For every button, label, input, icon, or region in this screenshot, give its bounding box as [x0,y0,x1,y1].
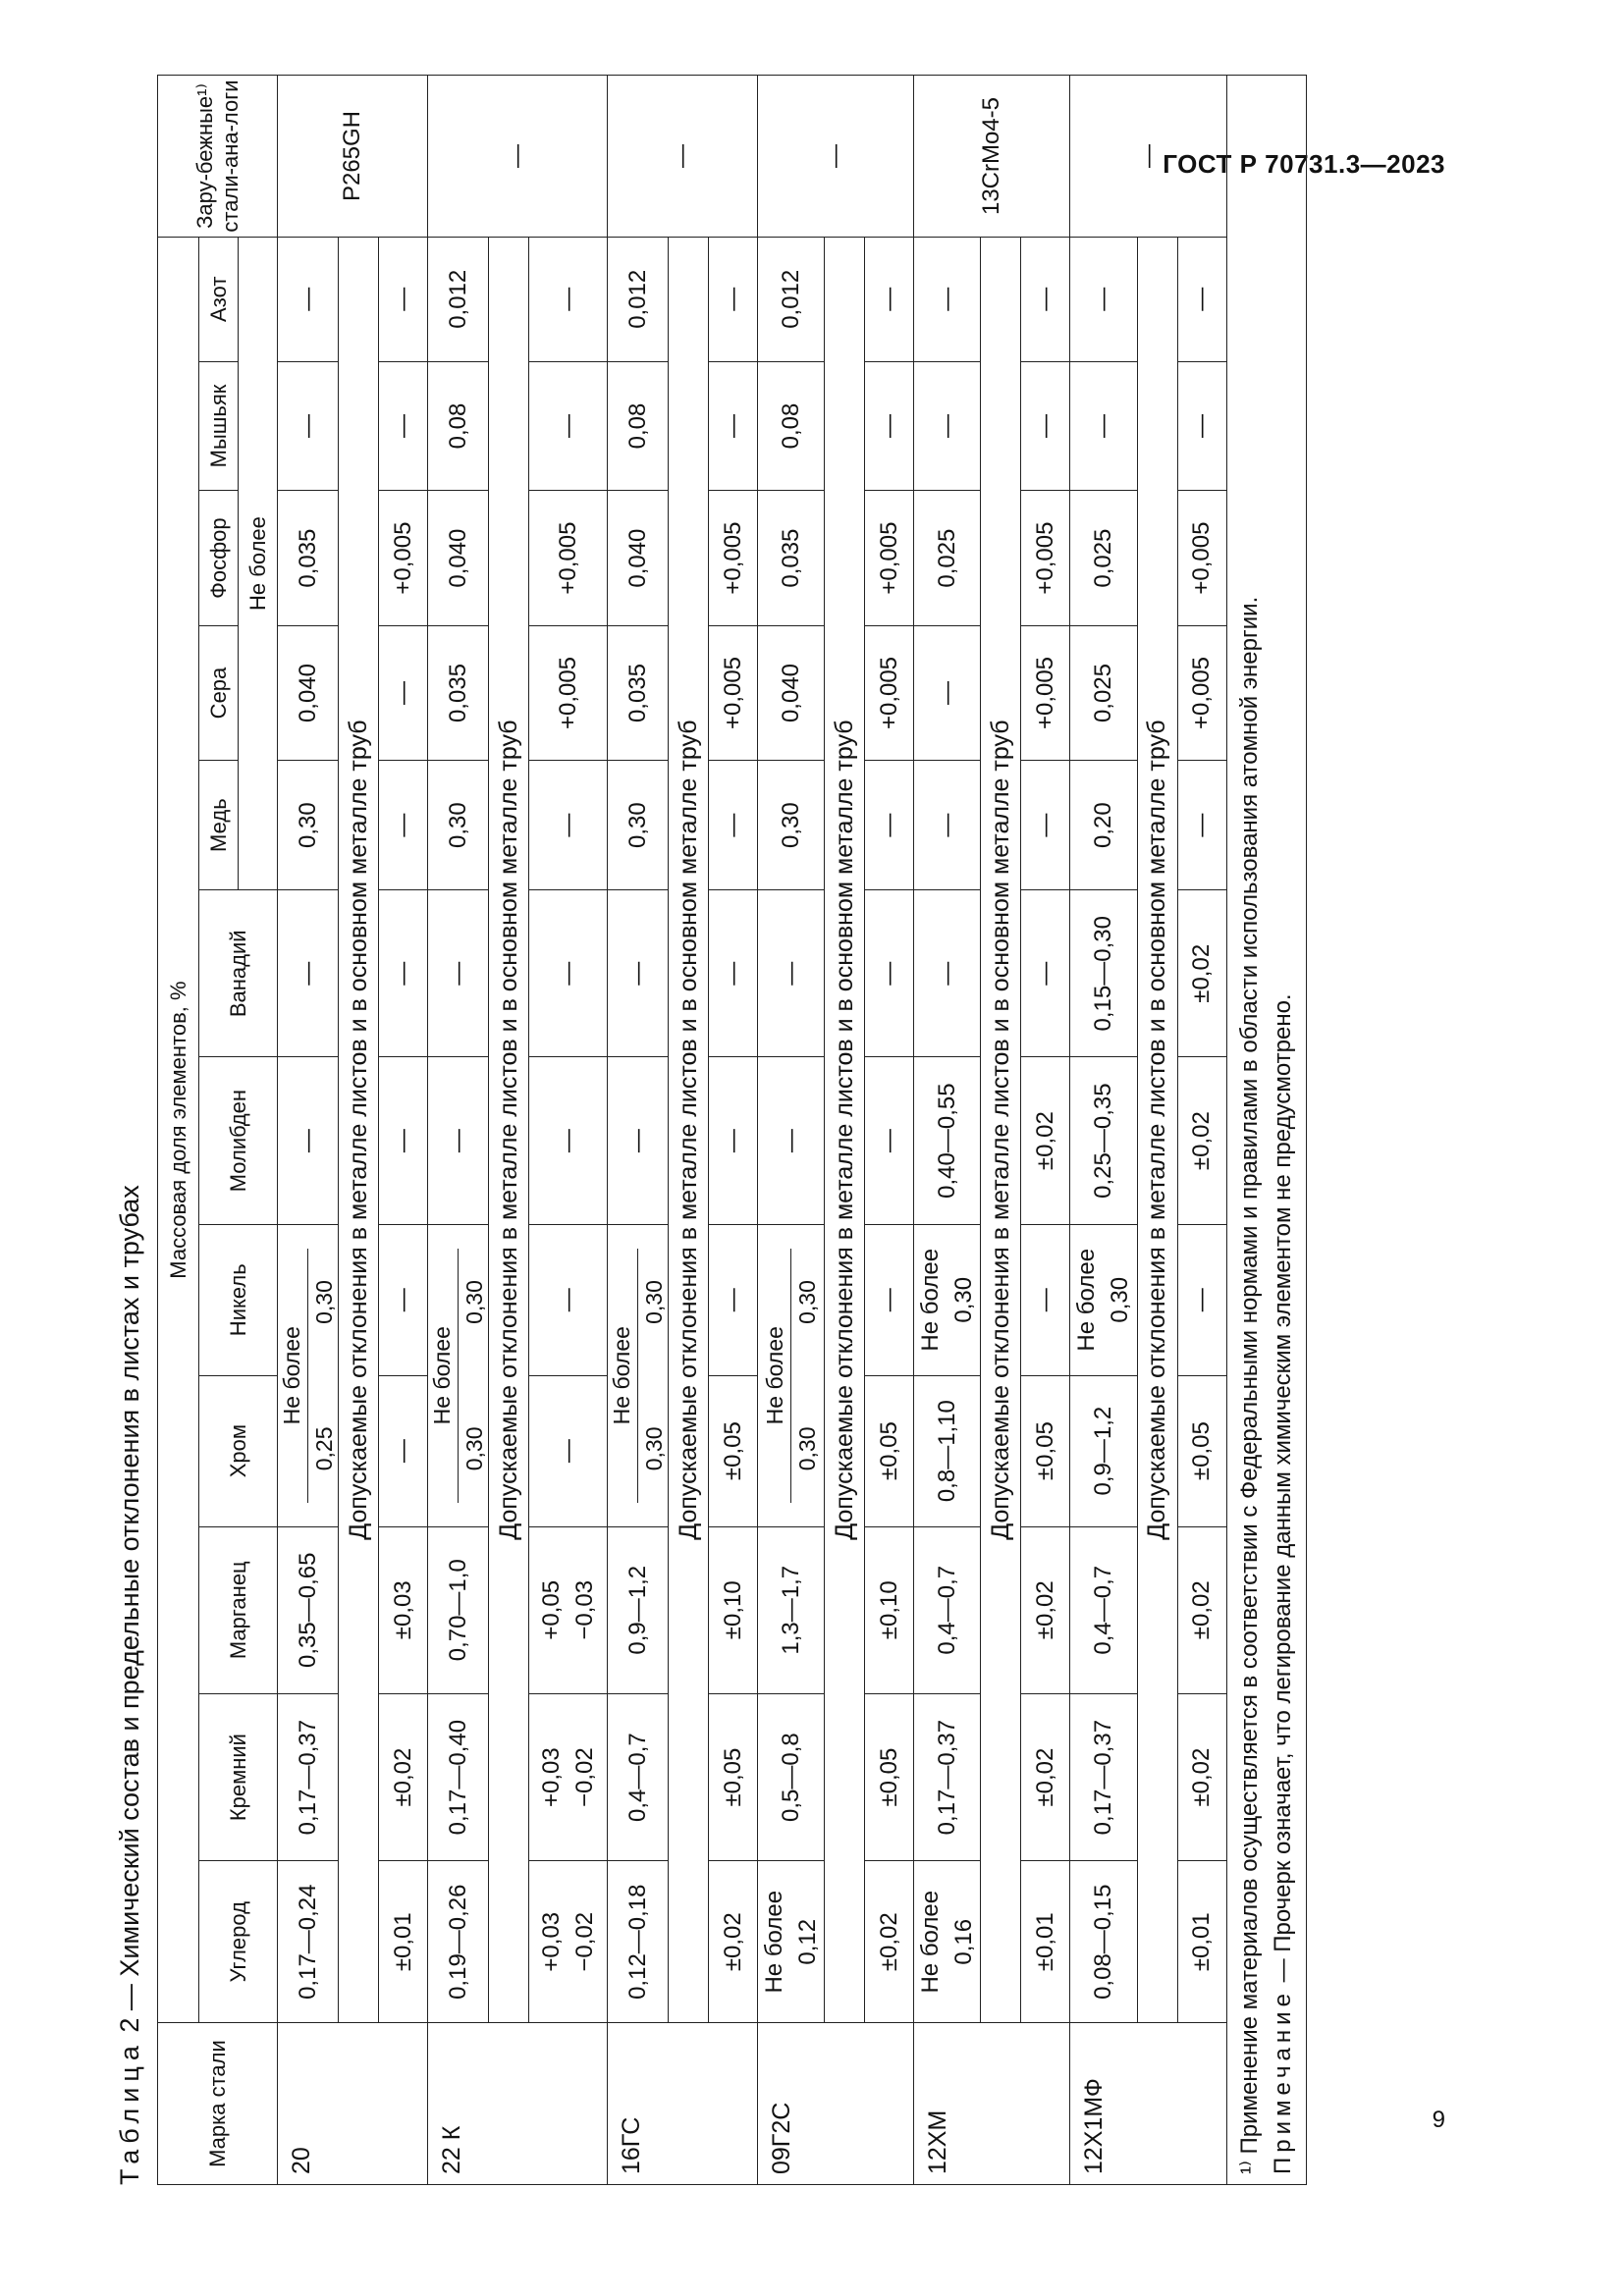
copper-deviation: — [709,761,758,890]
footnote: ¹⁾ Применение материалов осуществляется в соответствии с Федеральными нормами и правилами в области использования атомной энергии. [1235,596,1263,2174]
phosphorus-deviation: +0,005 [529,491,608,625]
grade-cell: 12Х1МФ [1070,2023,1226,2185]
carbon-deviation: ±0,02 [865,1861,914,2023]
chromium-value: 0,9—1,2 [1070,1375,1137,1526]
silicon-value: 0,17—0,37 [1070,1693,1137,1860]
nickel-deviation: — [709,1224,758,1375]
vanadium-deviation: — [529,890,608,1057]
phosphorus-deviation: +0,005 [865,491,914,625]
analog-cell: — [428,76,608,238]
sulfur-value: 0,025 [1070,625,1137,760]
copper-value: 0,30 [608,761,669,890]
table-row [758,76,825,2185]
table-caption-prefix: Таблица [115,2040,144,2185]
analog-cell: 13CrMo4-5 [914,76,1070,238]
sulfur-value: 0,035 [428,625,489,760]
analog-cell: P265GH [278,76,428,238]
phosphorus-deviation: +0,005 [1021,491,1070,625]
deviation-title: Допускаемые отклонения в металле листов и в основном металле труб [981,238,1021,2023]
nitrogen-deviation: — [865,238,914,362]
no-more-label: Не более [609,1249,638,1503]
chromium-deviation: — [379,1375,428,1526]
phosphorus-value: 0,025 [1070,491,1137,625]
sulfur-deviation: +0,005 [1021,625,1070,760]
nitrogen-deviation: — [529,238,608,362]
carbon-limit-label: Не более [761,1890,787,1994]
grade-cell: 09Г2С [758,2023,914,2185]
no-more-label: Не более [279,1249,308,1503]
copper-deviation: — [865,761,914,890]
sulfur-value: 0,035 [608,625,669,760]
no-more-label: Не более [762,1249,791,1503]
molybdenum-value: — [608,1057,669,1224]
chromium-value: 0,30 [641,1426,667,1471]
arsenic-deviation: — [379,361,428,491]
nickel-limit-value: 0,30 [1106,1276,1133,1323]
arsenic-value: 0,08 [608,361,669,491]
table-row [428,76,489,2185]
header-grade: Марка стали [158,2023,278,2185]
nitrogen-value: 0,012 [428,238,489,362]
silicon-value: 0,17—0,37 [914,1693,981,1860]
nickel-deviation: — [1177,1224,1226,1375]
silicon-deviation [529,1693,608,1860]
phosphorus-value: 0,035 [278,491,339,625]
chromium-value: 0,25 [311,1426,337,1471]
sulfur-value: — [914,625,981,760]
header-molybdenum: Молибден [199,1057,278,1224]
silicon-deviation: ±0,02 [379,1693,428,1860]
nickel-value: 0,30 [461,1280,487,1324]
vanadium-value: — [428,890,489,1057]
header-arsenic: Мышьяк [199,361,239,491]
copper-value: — [914,761,981,890]
manganese-deviation: ±0,02 [1021,1526,1070,1693]
nickel-deviation: — [379,1224,428,1375]
phosphorus-value: 0,025 [914,491,981,625]
sulfur-value: 0,040 [278,625,339,760]
carbon-limit-value: 0,12 [793,1918,821,1965]
analog-cell: — [608,76,758,238]
table-caption-text: 2 — Химический состав и предельные отклонения в листах и трубах [115,1185,144,2033]
deviation-title: Допускаемые отклонения в металле листов и в основном металле труб [339,238,379,2023]
nickel-deviation: — [865,1224,914,1375]
arsenic-deviation: — [529,361,608,491]
carbon-deviation: ±0,02 [709,1861,758,2023]
nickel-limit-label: Не более [917,1248,945,1352]
silicon-deviation: ±0,05 [865,1693,914,1860]
manganese-value: 0,35—0,65 [278,1526,339,1693]
carbon-deviation: ±0,01 [379,1861,428,2023]
phosphorus-deviation: +0,005 [379,491,428,625]
sulfur-deviation: +0,005 [709,625,758,760]
carbon-deviation [529,1861,608,2023]
molybdenum-deviation: ±0,02 [1021,1057,1070,1224]
silicon-deviation-plus: +0,03 [537,1747,565,1807]
nitrogen-deviation: — [1021,238,1070,362]
vanadium-deviation: — [709,890,758,1057]
header-nitrogen: Азот [199,238,239,362]
carbon-value [914,1861,981,2023]
no-more-cell [758,1224,825,1526]
chromium-deviation: ±0,05 [1177,1375,1226,1526]
nickel-value [1070,1224,1137,1375]
manganese-deviation: ±0,10 [709,1526,758,1693]
carbon-limit-value: 0,16 [949,1918,977,1965]
sulfur-value: 0,040 [758,625,825,760]
header-phosphorus: Фосфор [199,491,239,625]
carbon-value: 0,12—0,18 [608,1861,669,2023]
header-carbon: Углерод [199,1861,278,2023]
copper-deviation: — [1021,761,1070,890]
no-more-cell [428,1224,489,1526]
nitrogen-deviation: — [379,238,428,362]
header-no-more: Не более [239,238,278,890]
sulfur-deviation: — [379,625,428,760]
carbon-deviation: ±0,01 [1021,1861,1070,2023]
nitrogen-value: 0,012 [758,238,825,362]
manganese-deviation: ±0,02 [1177,1526,1226,1693]
vanadium-value: 0,15—0,30 [1070,890,1137,1057]
manganese-value: 0,70—1,0 [428,1526,489,1693]
nitrogen-deviation: — [1177,238,1226,362]
nickel-value: 0,30 [311,1280,337,1324]
arsenic-deviation: — [1021,361,1070,491]
carbon-deviation-minus: −0,02 [570,1911,598,1972]
phosphorus-deviation: +0,005 [709,491,758,625]
molybdenum-deviation: — [709,1057,758,1224]
manganese-deviation-minus: −0,03 [570,1579,598,1640]
molybdenum-value: 0,40—0,55 [914,1057,981,1224]
chromium-value: 0,8—1,10 [914,1375,981,1526]
header-foreign-analogs: Зару-бежные¹⁾ стали-ана-логи [158,76,278,238]
vanadium-deviation: — [1021,890,1070,1057]
deviation-row [1177,76,1226,2185]
deviation-row [709,76,758,2185]
table-notes [1226,76,1306,2185]
deviation-row [1021,76,1070,2185]
silicon-value: 0,17—0,37 [278,1693,339,1860]
header-chromium: Хром [199,1375,278,1526]
sulfur-deviation: +0,005 [1177,625,1226,760]
header-sulfur: Сера [199,625,239,760]
table-row [278,76,339,2185]
chromium-deviation: — [529,1375,608,1526]
no-more-label: Не более [429,1249,459,1503]
deviation-row [865,76,914,2185]
chemical-composition-table [157,75,1307,2185]
molybdenum-value: 0,25—0,35 [1070,1057,1137,1224]
table-row [608,76,669,2185]
chromium-deviation: ±0,05 [865,1375,914,1526]
note-text: — Прочерк означает, что легирование данным химическим элементом не предусмотрено. [1269,993,1296,1983]
header-copper: Медь [199,761,239,890]
nickel-value: 0,30 [794,1280,821,1324]
no-more-cell [608,1224,669,1526]
silicon-value: 0,17—0,40 [428,1693,489,1860]
silicon-value: 0,4—0,7 [608,1693,669,1860]
molybdenum-deviation: ±0,02 [1177,1057,1226,1224]
nickel-value [914,1224,981,1375]
manganese-deviation-plus: +0,05 [537,1579,565,1640]
copper-value: 0,30 [428,761,489,890]
table-row [914,76,981,2185]
arsenic-deviation: — [1177,361,1226,491]
molybdenum-deviation: — [379,1057,428,1224]
arsenic-value: — [1070,361,1137,491]
table-row [1070,76,1137,2185]
silicon-deviation-minus: −0,02 [570,1747,598,1807]
nitrogen-value: 0,012 [608,238,669,362]
phosphorus-deviation: +0,005 [1177,491,1226,625]
nickel-limit-value: 0,30 [949,1276,977,1323]
nitrogen-deviation: — [709,238,758,362]
note [1267,85,1300,2174]
arsenic-value: — [278,361,339,491]
phosphorus-value: 0,040 [428,491,489,625]
sulfur-deviation: +0,005 [865,625,914,760]
phosphorus-value: 0,035 [758,491,825,625]
header-nickel: Никель [199,1224,278,1375]
header-silicon: Кремний [199,1693,278,1860]
deviation-title: Допускаемые отклонения в металле листов и в основном металле труб [825,238,865,2023]
copper-deviation: — [529,761,608,890]
grade-cell: 20 [278,2023,428,2185]
manganese-deviation: ±0,10 [865,1526,914,1693]
vanadium-value: — [608,890,669,1057]
manganese-value: 0,4—0,7 [1070,1526,1137,1693]
deviation-title: Допускаемые отклонения в металле листов и в основном металле труб [1137,238,1177,2023]
arsenic-deviation: — [865,361,914,491]
arsenic-value: — [914,361,981,491]
deviation-title: Допускаемые отклонения в металле листов и в основном металле труб [669,238,709,2023]
grade-cell: 16ГС [608,2023,758,2185]
arsenic-value: 0,08 [758,361,825,491]
chromium-value: 0,30 [461,1426,487,1471]
grade-cell: 22 К [428,2023,608,2185]
copper-value: 0,30 [758,761,825,890]
silicon-value: 0,5—0,8 [758,1693,825,1860]
vanadium-value: — [914,890,981,1057]
note-label: Примечание [1269,1989,1296,2174]
nitrogen-value: — [1070,238,1137,362]
vanadium-value: — [278,890,339,1057]
silicon-deviation: ±0,02 [1177,1693,1226,1860]
header-vanadium: Ванадий [199,890,278,1057]
nickel-value: 0,30 [641,1280,667,1324]
vanadium-value: — [758,890,825,1057]
copper-deviation: — [1177,761,1226,890]
carbon-deviation-plus: +0,03 [537,1911,565,1972]
page-number: 9 [1432,2107,1445,2133]
manganese-value: 0,9—1,2 [608,1526,669,1693]
carbon-value: 0,17—0,24 [278,1861,339,2023]
chromium-value: 0,30 [794,1426,821,1471]
carbon-value [758,1861,825,2023]
nitrogen-value: — [278,238,339,362]
nickel-deviation: — [529,1224,608,1375]
phosphorus-value: 0,040 [608,491,669,625]
nitrogen-value: — [914,238,981,362]
vanadium-deviation: ±0,02 [1177,890,1226,1057]
deviation-title: Допускаемые отклонения в металле листов и в основном металле труб [489,238,529,2023]
arsenic-deviation: — [709,361,758,491]
carbon-value: 0,08—0,15 [1070,1861,1137,2023]
manganese-deviation [529,1526,608,1693]
manganese-deviation: ±0,03 [379,1526,428,1693]
molybdenum-deviation: — [865,1057,914,1224]
sulfur-deviation: +0,005 [529,625,608,760]
copper-deviation: — [379,761,428,890]
no-more-cell [278,1224,339,1526]
chromium-deviation: ±0,05 [709,1375,758,1526]
rotated-table-area [110,75,1426,2185]
arsenic-value: 0,08 [428,361,489,491]
header-mass-fraction: Массовая доля элементов, % [158,238,199,2023]
deviation-row [529,76,608,2185]
vanadium-deviation: — [865,890,914,1057]
carbon-limit-label: Не более [917,1890,945,1994]
header-manganese: Марганец [199,1526,278,1693]
silicon-deviation: ±0,02 [1021,1693,1070,1860]
copper-value: 0,20 [1070,761,1137,890]
grade-cell: 12ХМ [914,2023,1070,2185]
deviation-row [379,76,428,2185]
nickel-deviation: — [1021,1224,1070,1375]
carbon-value: 0,19—0,26 [428,1861,489,2023]
molybdenum-value: — [428,1057,489,1224]
molybdenum-value: — [278,1057,339,1224]
molybdenum-value: — [758,1057,825,1224]
molybdenum-deviation: — [529,1057,608,1224]
manganese-value: 1,3—1,7 [758,1526,825,1693]
table-caption [110,1185,149,2185]
silicon-deviation: ±0,05 [709,1693,758,1860]
analog-cell: — [1070,76,1226,238]
copper-value: 0,30 [278,761,339,890]
vanadium-deviation: — [379,890,428,1057]
document-code: ГОСТ Р 70731.3—2023 [1163,149,1445,179]
chromium-deviation: ±0,05 [1021,1375,1070,1526]
manganese-value: 0,4—0,7 [914,1526,981,1693]
nickel-limit-label: Не более [1073,1248,1101,1352]
analog-cell: — [758,76,914,238]
carbon-deviation: ±0,01 [1177,1861,1226,2023]
